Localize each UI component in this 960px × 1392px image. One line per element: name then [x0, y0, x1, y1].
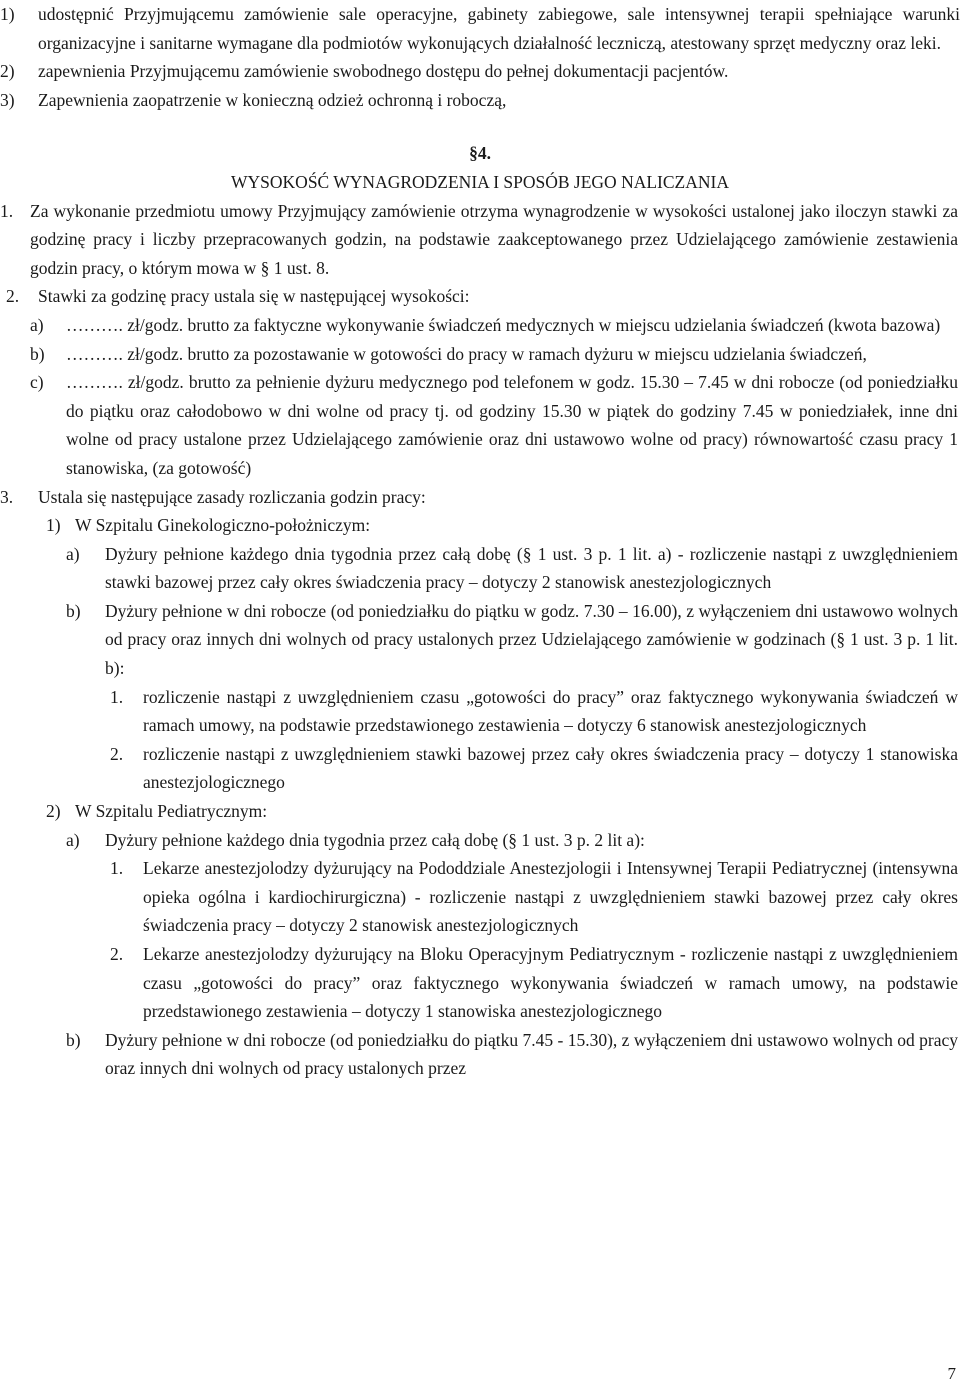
item-letter: b)	[66, 600, 81, 621]
rate-item-a	[0, 311, 960, 340]
hospital-1-item-b	[0, 597, 960, 683]
item-text: Zapewnienia zaopatrzenie w konieczną odzież ochronną i roboczą,	[38, 89, 507, 110]
item-text: W Szpitalu Pediatrycznym:	[75, 801, 268, 822]
section-title: WYSOKOŚĆ WYNAGRODZENIA I SPOSÓB JEGO NALICZANIA	[231, 171, 729, 192]
list-item	[0, 0, 960, 57]
hospital-1	[0, 511, 960, 540]
hospital-2-item-a-1	[0, 854, 960, 940]
paragraph-text: Ustala się następujące zasady rozliczania godzin pracy:	[38, 486, 426, 507]
item-number: 3)	[0, 89, 15, 110]
item-text: ………. zł/godz. brutto za pełnienie dyżuru medycznego pod telefonem w godz. 15.30 – 7.45 w dni robocze (od poniedziałku do piątku oraz całodobowo w dni wolne od pracy tj. od godziny 15.30 w piątek do godziny 7.45 w poniedziałek, inne dni wolne od pracy ustalone przez Udzielającego zamówienie oraz dni ustawowo wolne od pracy) równowartość czasu pracy 1 stanowiska, (za gotowość)	[66, 372, 958, 478]
item-number: 2)	[46, 801, 61, 822]
item-text: zapewnienia Przyjmującemu zamówienie swobodnego dostępu do pełnej dokumentacji pacjentów.	[38, 61, 729, 82]
paragraph-1	[0, 197, 960, 283]
rate-item-b	[0, 340, 960, 369]
hospital-2-item-a-2	[0, 940, 960, 1026]
item-text: rozliczenie nastąpi z uwzględnieniem czasu „gotowości do pracy” oraz faktycznego wykonywania świadczeń w ramach umowy, na podstawie przedstawionego zestawienia – dotyczy 6 stanowisk anestezjologicznych	[143, 686, 958, 736]
paragraph-text: Za wykonanie przedmiotu umowy Przyjmujący zamówienie otrzyma wynagrodzenie w wysokości ustalonej jako iloczyn stawki za godzinę pracy i liczby przepracowanych godzin, na podstawie zaakceptowanego przez Udzielającego zamówienie zestawienia godzin pracy, o którym mowa w § 1 ust. 8.	[30, 200, 958, 278]
item-number: 1)	[0, 4, 15, 24]
hospital-1-item-b-2	[0, 740, 960, 797]
hospital-2-item-a	[0, 826, 960, 855]
item-text: Dyżury pełnione w dni robocze (od poniedziałku do piątku w godz. 7.30 – 16.00), z wyłączeniem dni ustawowo wolnych od pracy oraz innych dni wolnych od pracy ustalonych przez Udzielającego zamówienie w godzinach (§ 1 ust. 3 p. 1 lit. b):	[105, 600, 958, 679]
page-number: 7	[947, 1364, 956, 1383]
hospital-2	[0, 797, 960, 826]
item-text: ………. zł/godz. brutto za pozostawanie w gotowości do pracy w ramach dyżuru w miejscu udzielania świadczeń,	[66, 343, 867, 364]
item-letter: c)	[30, 372, 44, 393]
section-number: §4.	[469, 143, 491, 164]
item-text: Lekarze anestezjolodzy dyżurujący na Bloku Operacyjnym Pediatrycznym - rozliczenie nastąpi z uwzględnieniem czasu „gotowości do pracy” oraz faktycznego wykonywania świadczeń w ramach umowy, na podstawie przedstawionego zestawienia – dotyczy 1 stanowiska anestezjologicznego	[143, 944, 958, 1022]
item-text: Dyżury pełnione każdego dnia tygodnia przez całą dobę (§ 1 ust. 3 p. 2 lit a):	[105, 829, 645, 850]
hospital-1-item-a	[0, 540, 960, 597]
item-letter: a)	[30, 314, 44, 335]
paragraph-2	[0, 282, 960, 311]
list-item	[0, 57, 960, 86]
rate-item-c	[0, 368, 960, 482]
item-letter: a)	[66, 543, 80, 564]
item-number: 1.	[110, 858, 124, 879]
item-letter: a)	[66, 829, 80, 850]
item-text: Dyżury pełnione każdego dnia tygodnia przez całą dobę (§ 1 ust. 3 p. 1 lit. a) - rozliczenie nastąpi z uwzględnieniem stawki bazowej przez cały okres świadczenia pracy – dotyczy 2 stanowisk anestezjologicznych	[105, 543, 958, 593]
item-letter: b)	[66, 1029, 81, 1050]
item-letter: b)	[30, 343, 45, 364]
paragraph-text: Stawki za godzinę pracy ustala się w następującej wysokości:	[38, 286, 470, 307]
item-text: Lekarze anestezjolodzy dyżurujący na Pododdziale Anestezjologii i Intensywnej Terapii Pediatrycznej (intensywna opieka ogólna i kardiochirurgiczna) - rozliczenie nastąpi z uwzględnieniem stawki bazowej przez cały okres świadczenia pracy – dotyczy 2 stanowisk anestezjologicznych	[143, 858, 958, 936]
hospital-2-item-b	[0, 1026, 960, 1083]
list-item	[0, 86, 960, 115]
item-number: 2)	[0, 61, 15, 82]
item-text: ………. zł/godz. brutto za faktyczne wykonywanie świadczeń medycznych w miejscu udzielania świadczeń (kwota bazowa)	[66, 314, 941, 335]
paragraph-number: 3.	[0, 486, 14, 507]
item-number: 2.	[110, 743, 124, 764]
item-number: 1)	[46, 515, 61, 536]
item-number: 1.	[110, 686, 124, 707]
item-text: udostępnić Przyjmującemu zamówienie sale operacyjne, gabinety zabiegowe, sale intensywnej terapii spełniające warunki organizacyjne i sanitarne wymagane dla podmiotów wykonujących działalność leczniczą, atestowany sprzęt medyczny oraz leki.	[38, 4, 960, 53]
item-text: Dyżury pełnione w dni robocze (od poniedziałku do piątku 7.45 - 15.30), z wyłączeniem dni ustawowo wolnych od pracy oraz innych dni wolnych od pracy ustalonych przez	[105, 1029, 958, 1079]
paragraph-3	[0, 483, 960, 512]
hospital-1-item-b-1	[0, 683, 960, 740]
item-text: rozliczenie nastąpi z uwzględnieniem stawki bazowej przez cały okres świadczenia pracy – dotyczy 1 stanowiska anestezjologicznego	[143, 743, 958, 793]
item-text: W Szpitalu Ginekologiczno-położniczym:	[75, 515, 371, 536]
paragraph-number: 1.	[0, 200, 14, 221]
paragraph-number: 2.	[6, 286, 20, 307]
item-number: 2.	[110, 944, 124, 964]
